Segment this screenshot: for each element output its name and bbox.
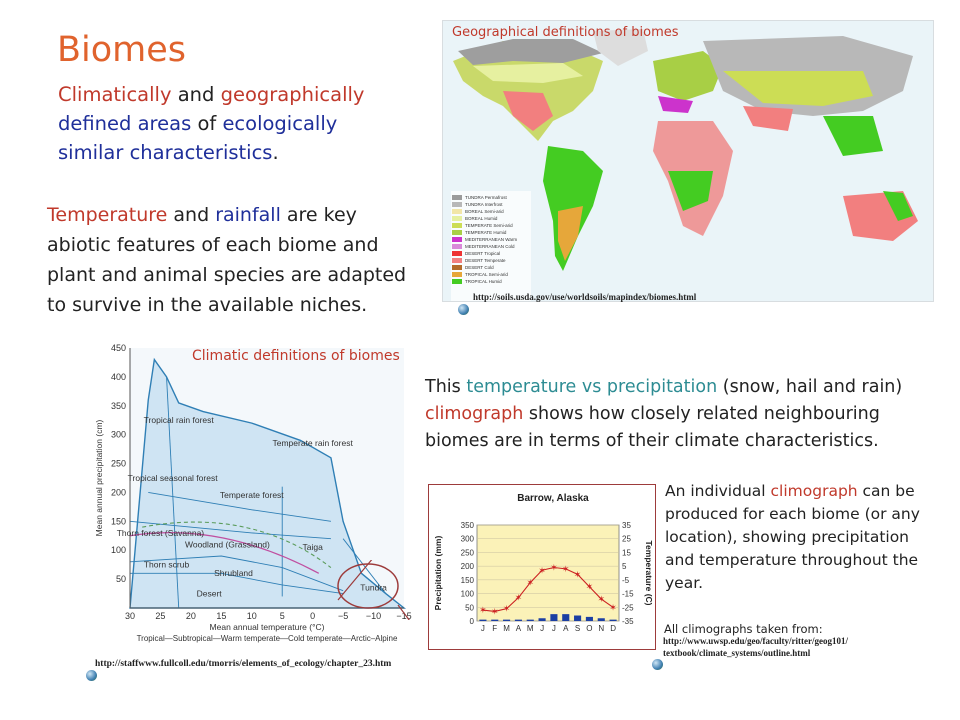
barrow-climograph: [428, 484, 656, 650]
temperature-point: ✶: [538, 566, 546, 577]
climatic-source-url[interactable]: http://staffwww.fullcoll.edu/tmorris/elements_of_ecology/chapter_23.htm: [95, 659, 392, 669]
biome-label: Temperate rain forest: [272, 438, 353, 449]
legend-swatch: [452, 223, 462, 228]
para2-segment: climograph: [425, 404, 524, 424]
temp-tick-label: -35: [622, 617, 634, 626]
tundra-highlight-circle: [330, 560, 410, 620]
barrow-source-url[interactable]: http://www.uwsp.edu/geo/faculty/ritter/geog101/ textbook/climate_systems/outline.html: [663, 636, 848, 658]
legend-label: TROPICAL Humid: [465, 279, 502, 284]
para2-segment: temperature vs precipitation: [466, 377, 718, 397]
biome-label: Shrubland: [214, 568, 253, 579]
map-legend-item: [452, 250, 517, 257]
legend-label: TROPICAL Semi-arid: [465, 272, 508, 277]
biome-label: Tropical seasonal forest: [127, 472, 218, 483]
x-tick-label: 10: [246, 611, 257, 621]
legend-label: TUNDRA Interfrost: [465, 202, 503, 207]
precip-bar: [610, 620, 617, 621]
temperature-point: ✶: [561, 564, 570, 575]
month-label: O: [586, 624, 593, 633]
precip-tick-label: 100: [460, 589, 474, 599]
legend-swatch: [452, 216, 462, 221]
legend-label: BOREAL Humid: [465, 216, 498, 221]
map-legend-item: [452, 201, 517, 208]
paragraph-abiotic: [47, 200, 407, 320]
precip-tick-label: 350: [460, 521, 474, 530]
para1-segment: Temperature: [47, 204, 168, 226]
y-tick-label: 400: [110, 371, 126, 382]
month-label: J: [551, 624, 556, 633]
y-tick-label: 250: [110, 458, 126, 469]
legend-swatch: [452, 251, 462, 256]
para3-segment: can be produced for each biome (or any location), showing precipitation and temperature throughout the year.: [665, 482, 920, 592]
temperature-point: ✶: [514, 593, 523, 604]
map-title: Geographical definitions of biomes: [452, 25, 679, 40]
x-tick-label: 20: [185, 611, 196, 621]
precip-bar: [574, 616, 581, 621]
paragraph-individual-climograph: [665, 480, 935, 595]
precip-bar: [515, 620, 522, 621]
temperature-point: ✶: [585, 582, 594, 593]
temperature-point: ✶: [550, 563, 558, 574]
month-label: M: [503, 624, 510, 633]
legend-swatch: [452, 244, 462, 249]
legend-label: MEDITERRANEAN Warm: [465, 237, 518, 242]
precip-bar: [527, 620, 534, 621]
map-legend-item: [452, 208, 517, 215]
x-tick-label: 5: [279, 611, 285, 621]
temperature-point: ✶: [502, 604, 511, 615]
globe-icon: [652, 659, 663, 670]
paragraph-climograph: [425, 374, 915, 455]
para3-segment: climograph: [770, 482, 858, 500]
temp-tick-label: 5: [622, 562, 627, 572]
para3-segment: An individual: [665, 482, 771, 500]
map-legend-item: [452, 236, 517, 243]
globe-icon: [458, 304, 469, 315]
legend-swatch: [452, 272, 462, 277]
biome-label: Thorn scrub: [143, 559, 190, 570]
map-legend-item: [452, 229, 517, 236]
map-legend-list: [452, 194, 517, 285]
map-legend-item: [452, 222, 517, 229]
y-tick-label: 200: [110, 487, 126, 498]
para2-segment: (snow, hail and rain): [717, 377, 903, 397]
zone-labels: Tropical—Subtropical—Warm temperate—Cold temperate—Arctic–Alpine: [136, 634, 398, 643]
subtitle: [58, 80, 388, 167]
temperature-point: ✶: [526, 578, 535, 589]
page-title: Biomes: [57, 30, 187, 70]
legend-label: TEMPERATE Humid: [465, 230, 507, 235]
month-label: J: [480, 624, 485, 633]
x-tick-label: −15: [396, 611, 412, 621]
x-tick-label: 30: [124, 611, 136, 621]
legend-label: TUNDRA Permafrost: [465, 195, 507, 200]
para1-segment: rainfall: [215, 204, 281, 226]
legend-swatch: [452, 237, 462, 242]
temp-tick-label: -5: [622, 575, 630, 585]
map-legend-item: [452, 215, 517, 222]
subtitle-segment: Climatically: [58, 83, 172, 106]
month-label: A: [563, 624, 569, 633]
subtitle-segment: and: [171, 83, 221, 106]
temp-tick-label: 25: [622, 534, 631, 544]
temp-tick-label: -15: [622, 589, 634, 599]
para1-segment: and: [167, 204, 216, 226]
legend-label: DESERT Tropical: [465, 251, 501, 256]
biome-label: Temperate forest: [219, 490, 284, 501]
precip-bar: [503, 620, 510, 621]
map-legend-item: [452, 278, 517, 285]
precip-bar: [586, 617, 593, 621]
para1-segment: are key abiotic features of each biome and plant and animal species are adapted to survive in the available niches.: [47, 204, 407, 316]
temp-tick-label: -25: [622, 603, 634, 613]
month-label: A: [515, 624, 522, 633]
x-tick-label: 0: [310, 611, 316, 621]
legend-label: DESERT Temperate: [465, 258, 506, 263]
month-label: N: [598, 624, 605, 633]
y-tick-label: 50: [115, 574, 126, 585]
x-tick-label: 15: [216, 611, 227, 621]
x-tick-label: −5: [337, 611, 349, 621]
climographs-source-label: All climographs taken from:: [664, 622, 823, 636]
precip-bar: [479, 620, 486, 621]
x-tick-label: 25: [155, 611, 166, 621]
month-label: D: [610, 624, 616, 633]
y-tick-label: 350: [110, 400, 126, 411]
map-source-url[interactable]: http://soils.usda.gov/use/worldsoils/mapindex/biomes.html: [473, 292, 697, 302]
x-axis-label: Mean annual temperature (°C): [209, 622, 325, 632]
y-tick-label: 450: [110, 343, 126, 353]
legend-swatch: [452, 202, 462, 207]
precip-tick-label: 150: [460, 575, 474, 585]
legend-label: BOREAL Semi-arid: [465, 209, 504, 214]
legend-label: MEDITERRANEAN Cold: [465, 244, 515, 249]
legend-swatch: [452, 195, 462, 200]
temperature-point: ✶: [597, 595, 606, 606]
temp-tick-label: 35: [622, 521, 631, 530]
subtitle-segment: defined areas: [58, 112, 198, 135]
subtitle-segment: geographically: [220, 83, 365, 106]
para2-segment: shows how closely related neighbouring biomes are in terms of their climate characteristics.: [425, 404, 880, 451]
month-label: J: [540, 624, 545, 633]
precip-tick-label: 300: [460, 534, 474, 544]
temperature-point: ✶: [573, 570, 582, 581]
precip-tick-label: 250: [460, 548, 474, 558]
map-legend-item: [452, 264, 517, 271]
globe-icon: [86, 670, 97, 681]
y-axis-label: Mean annual precipitation (cm): [94, 419, 104, 537]
map-legend-item: [452, 257, 517, 264]
x-tick-label: −10: [365, 611, 382, 621]
biome-label: Woodland (Grassland): [184, 539, 270, 550]
map-legend-item: [452, 194, 517, 201]
subtitle-segment: of: [197, 112, 223, 135]
biome-label: Tropical rain forest: [143, 415, 214, 426]
biome-label: Tundra: [360, 582, 387, 593]
legend-swatch: [452, 230, 462, 235]
month-label: F: [492, 624, 498, 633]
legend-swatch: [452, 258, 462, 263]
biome-label: Thorn forest (Savanna): [116, 527, 205, 538]
month-label: M: [526, 624, 534, 633]
barrow-chart-title: Barrow, Alaska: [517, 493, 589, 504]
precip-axis-label: Precipitation (mm): [433, 535, 443, 611]
temperature-point: ✶: [609, 603, 617, 614]
legend-swatch: [452, 265, 462, 270]
biome-label: Desert: [196, 588, 222, 599]
map-legend-item: [452, 271, 517, 278]
precip-bar: [539, 618, 546, 621]
precip-bar: [562, 614, 569, 621]
precip-bar: [598, 618, 605, 621]
temp-tick-label: 15: [622, 548, 631, 558]
legend-swatch: [452, 279, 462, 284]
para2-segment: This: [425, 377, 467, 397]
y-tick-label: 100: [110, 545, 126, 556]
legend-label: DESERT Cold: [465, 265, 494, 270]
y-tick-label: 150: [110, 516, 126, 527]
precip-bar: [491, 620, 498, 621]
barrow-chart-svg: [429, 485, 654, 648]
precip-bar: [550, 614, 557, 621]
biome-label: Taiga: [302, 542, 323, 553]
legend-label: TEMPERATE Semi-arid: [465, 223, 513, 228]
precip-tick-label: 50: [465, 603, 474, 613]
map-legend-item: [452, 243, 517, 250]
y-tick-label: 300: [110, 429, 126, 440]
climatic-chart-title: Climatic definitions of biomes: [192, 348, 400, 364]
subtitle-segment: .: [272, 141, 279, 164]
temperature-point: ✶: [479, 606, 487, 617]
precip-tick-label: 0: [469, 617, 474, 626]
temp-axis-label: Temperature (C): [644, 540, 654, 606]
subtitle-segment: ecologically similar characteristics: [58, 112, 338, 164]
legend-swatch: [452, 209, 462, 214]
precip-tick-label: 200: [460, 562, 474, 572]
month-label: S: [574, 624, 581, 633]
temperature-point: ✶: [490, 607, 499, 618]
